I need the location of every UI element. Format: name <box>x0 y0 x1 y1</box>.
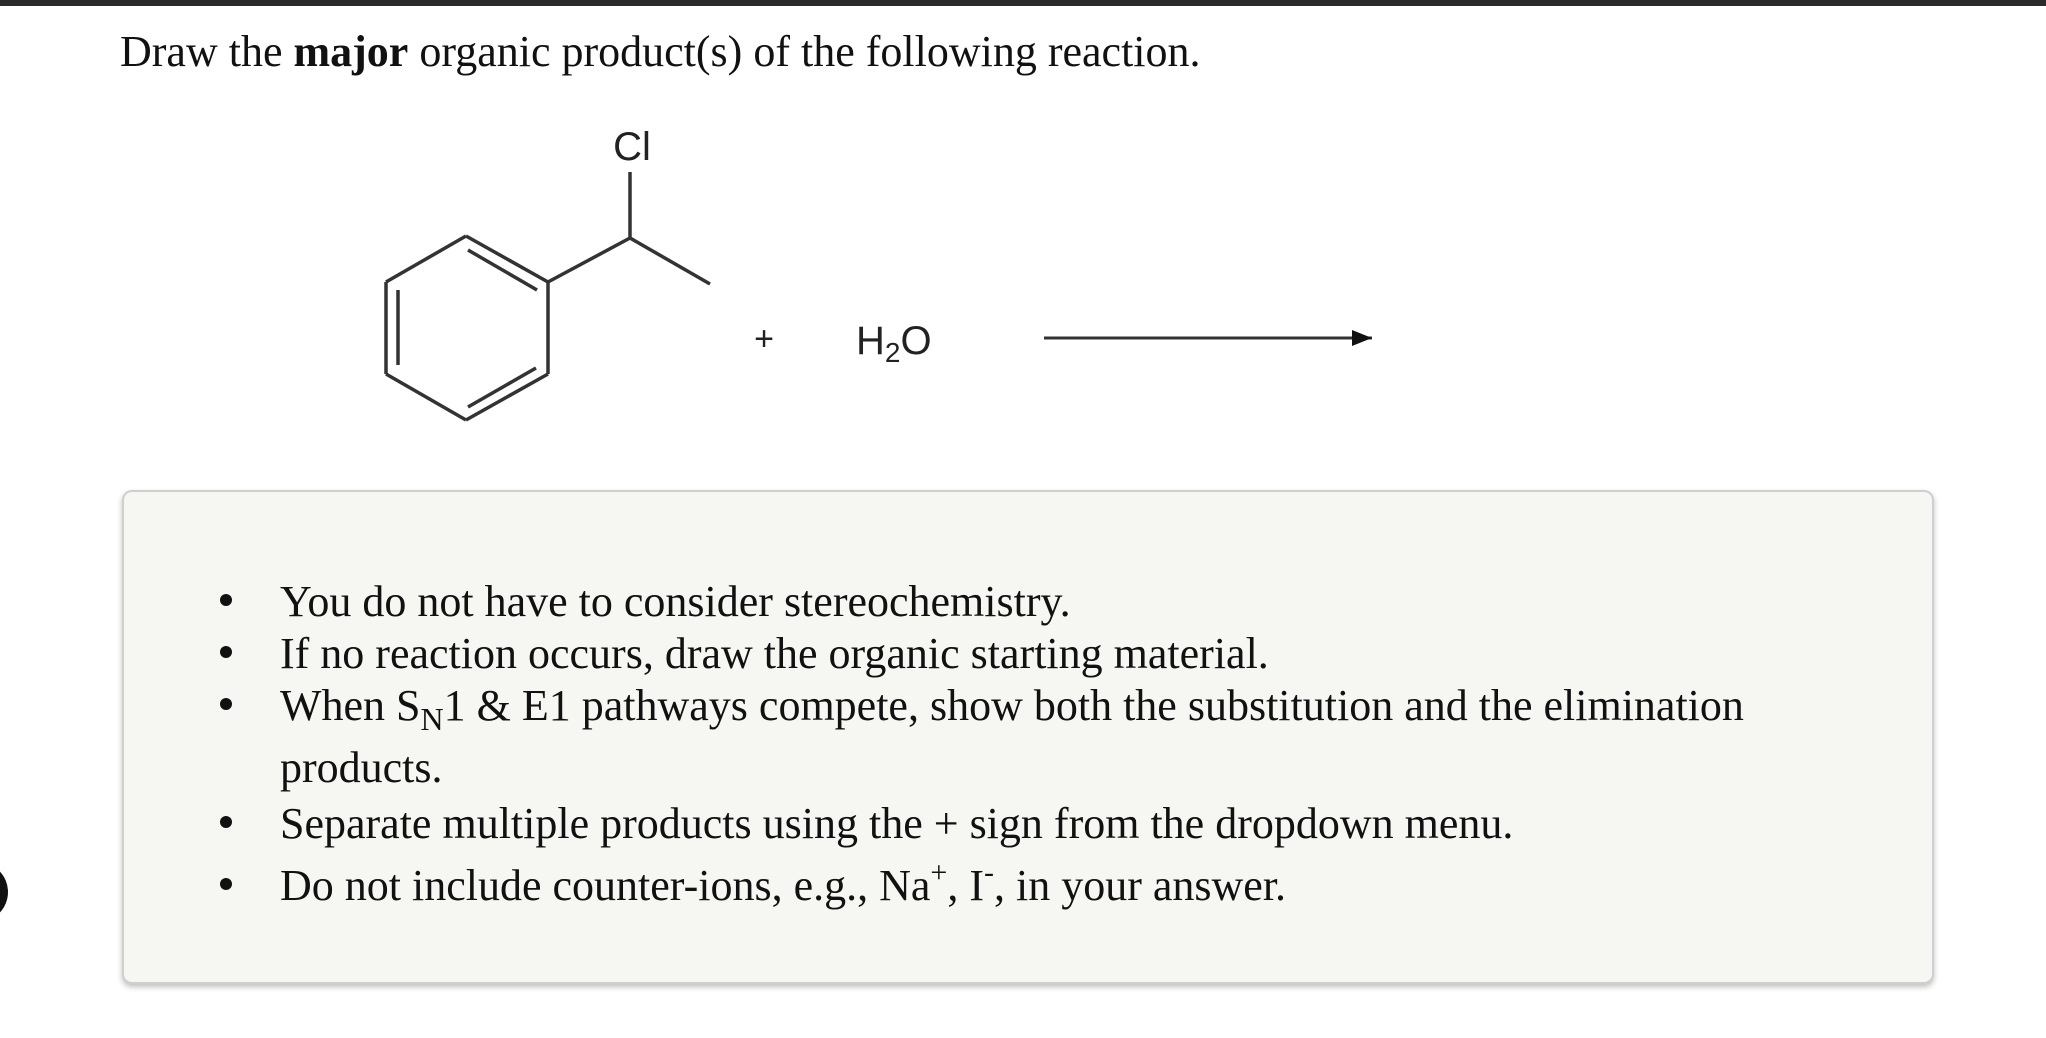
top-bar <box>0 0 2046 6</box>
bullet-icon <box>220 878 232 890</box>
water-formula <box>856 319 932 368</box>
chlorine-label: Cl <box>613 125 651 169</box>
side-chain <box>548 172 710 284</box>
reaction-arrow-head <box>1352 330 1372 346</box>
question-prefix: Draw the <box>120 27 294 76</box>
question-prompt <box>120 24 1201 80</box>
instruction-text: If no reaction occurs, draw the organic starting material. <box>280 629 1269 678</box>
instruction-text: You do not have to consider stereochemistry. <box>280 577 1071 626</box>
plus-sign: + <box>754 320 774 358</box>
instruction-text: Separate multiple products using the + sign from the dropdown menu. <box>280 799 1514 848</box>
bullet-icon <box>220 698 232 710</box>
bullet-icon <box>220 816 232 828</box>
question-suffix: organic product(s) of the following reaction. <box>408 27 1201 76</box>
edge-control <box>0 862 8 922</box>
bullet-icon <box>220 646 232 658</box>
instruction-text: products. <box>280 743 443 792</box>
instruction-text: Do not include counter-ions, e.g., Na+, I-, in your answer. <box>280 856 1287 910</box>
water-subscript: 2 <box>884 337 901 368</box>
bullet-icon <box>220 594 232 606</box>
instruction-text: When $S_N1$ & E1 pathways compete, show both the substitution and the elimination <box>280 681 1744 737</box>
water-o: O <box>900 319 932 363</box>
reaction-diagram <box>360 110 1440 450</box>
reaction-scheme <box>360 110 1440 450</box>
question-bold-word: major <box>293 27 409 76</box>
water-h: H <box>856 319 885 363</box>
benzene-ring <box>386 236 548 420</box>
instructions-box <box>122 490 1934 984</box>
